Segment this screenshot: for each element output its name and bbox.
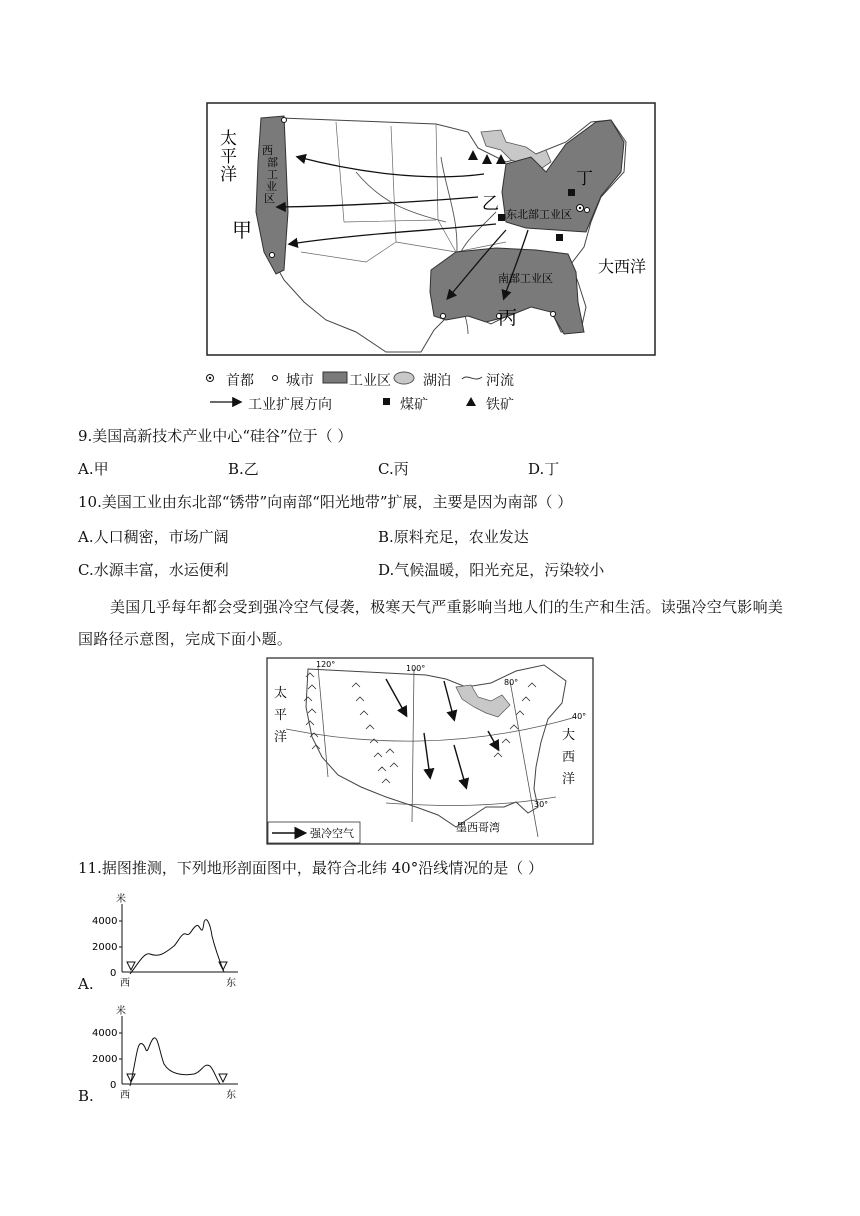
profile-a-east: 东	[226, 978, 236, 989]
legend-expansion: 工业扩展方向	[248, 397, 332, 413]
label-west-5: 区	[264, 192, 275, 205]
label-west-1: 西	[262, 144, 273, 157]
q10-stem: 10.美国工业由东北部“锈带”向南部“阳光地带”扩展，主要是因为南部（ ）	[78, 493, 573, 511]
legend-city: 城市	[286, 373, 314, 389]
cold-air-path-map	[266, 657, 594, 845]
profile-b-tick-4000: 4000	[92, 1028, 118, 1039]
map2-lat30: 30°	[534, 800, 549, 809]
map2-pacific-2: 平	[274, 708, 288, 723]
label-bing: 丙	[498, 307, 518, 329]
label-west-4: 业	[266, 180, 277, 193]
profile-b-unit: 米	[116, 1006, 126, 1017]
label-pacific-1: 太	[220, 129, 237, 149]
legend-lake: 湖泊	[423, 373, 451, 389]
label-yi: 乙	[482, 194, 499, 214]
q11-option-a[interactable]: A.	[78, 975, 94, 993]
map2-legend-cold-air: 强冷空气	[310, 827, 354, 840]
legend-capital: 首都	[226, 373, 254, 389]
legend-iron: 铁矿	[486, 397, 514, 413]
profile-b-tick-0: 0	[110, 1080, 117, 1091]
profile-a-tick-0: 0	[110, 968, 117, 979]
legend-river: 河流	[486, 373, 514, 389]
cold-air-intro: 美国几乎每年都会受到强冷空气侵袭，极寒天气严重影响当地人们的生产和生活。读强冷空气影响美国路径示意图，完成下面小题。	[78, 598, 784, 648]
q10-option-a[interactable]: A.人口稠密，市场广阔	[78, 528, 229, 546]
profile-a-tick-2000: 2000	[92, 942, 118, 953]
label-jia: 甲	[232, 218, 252, 242]
legend-coal: 煤矿	[400, 397, 428, 413]
map2-lon80: 80°	[504, 678, 519, 687]
profile-b-terrain	[130, 1038, 220, 1086]
label-pacific-2: 平	[220, 147, 237, 167]
q11-stem: 11.据图推测，下列地形剖面图中，最符合北纬 40°沿线情况的是（ ）	[78, 859, 543, 877]
profile-a-chart	[78, 892, 248, 992]
profile-b-east: 东	[226, 1090, 236, 1101]
profile-a-tick-4000: 4000	[92, 916, 118, 927]
q9-option-c[interactable]: C.丙	[378, 460, 409, 478]
label-ding: 丁	[576, 169, 593, 189]
label-south: 南部工业区	[498, 272, 553, 285]
profile-a-terrain	[130, 920, 224, 974]
profile-a-unit: 米	[116, 894, 126, 905]
profile-b-west: 西	[120, 1090, 130, 1101]
profile-a-west: 西	[120, 978, 130, 989]
map2-atlantic-2: 西	[562, 750, 576, 765]
map2-pacific-3: 洋	[274, 730, 288, 745]
map2-atlantic-3: 洋	[562, 772, 576, 787]
q11-option-b[interactable]: B.	[78, 1087, 94, 1105]
map2-atlantic-1: 大	[562, 728, 576, 743]
legend-industrial-zone: 工业区	[349, 373, 391, 389]
q10-option-b[interactable]: B.原料充足，农业发达	[378, 528, 529, 546]
label-northeast: 东北部工业区	[506, 208, 572, 221]
map2-gulf: 墨西哥湾	[456, 821, 500, 834]
map2-pacific-1: 太	[274, 686, 288, 701]
map2-lat40: 40°	[572, 712, 587, 721]
profile-b-tick-2000: 2000	[92, 1054, 118, 1065]
map1-legend	[206, 370, 666, 412]
q9-stem: 9.美国高新技术产业中心“硅谷”位于（ ）	[78, 427, 353, 445]
us-industry-map	[206, 102, 656, 356]
q9-option-a[interactable]: A.甲	[78, 460, 109, 478]
q10-option-d[interactable]: D.气候温暖，阳光充足，污染较小	[378, 561, 605, 579]
q9-option-d[interactable]: D.丁	[528, 460, 560, 478]
profile-b-chart	[78, 1004, 248, 1104]
label-atlantic: 大西洋	[598, 257, 647, 276]
label-west-2: 部	[267, 156, 278, 169]
q9-option-b[interactable]: B.乙	[228, 460, 259, 478]
q10-option-c[interactable]: C.水源丰富，水运便利	[78, 561, 229, 579]
map2-lon120: 120°	[316, 660, 336, 669]
label-west-3: 工	[267, 168, 278, 181]
label-pacific-3: 洋	[220, 165, 237, 185]
map2-lon100: 100°	[406, 664, 426, 673]
